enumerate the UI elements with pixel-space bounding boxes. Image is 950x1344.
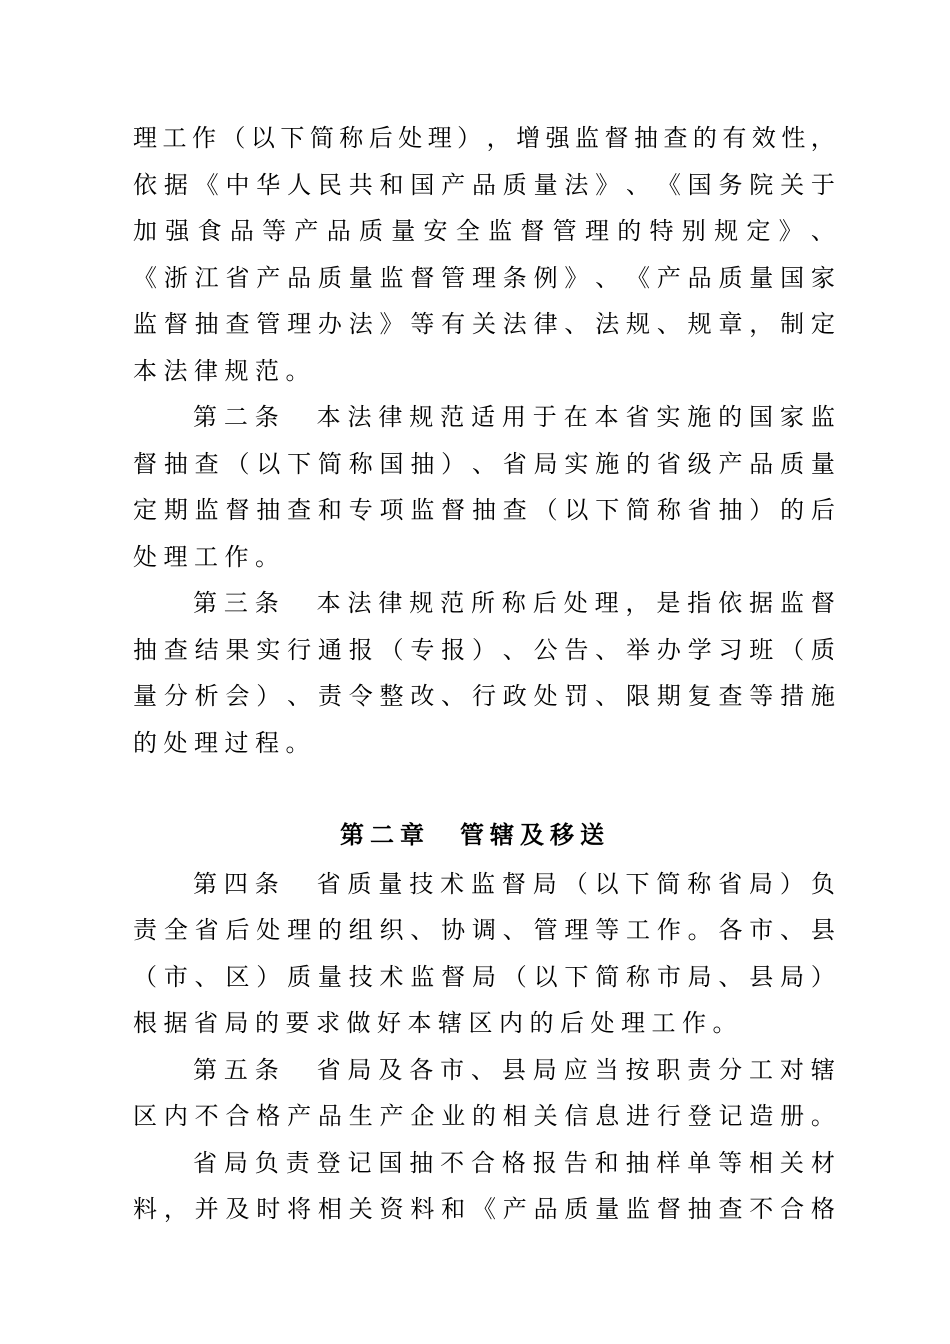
chapter-heading: 第二章 管辖及移送	[340, 821, 610, 849]
text-line: 抽 查 结 果 实 行 通 报 （ 专 报 ） 、 公 告 、 举 办 学 习 班 （ 质	[133, 636, 835, 664]
text-line: 《 浙 江 省 产 品 质 量 监 督 管 理 条 例 》 、 《 产 品 质 量 国 家	[133, 264, 835, 292]
text-line: 区 内 不 合 格 产 品 生 产 企 业 的 相 关 信 息 进 行 登 记 造 册 。	[133, 1102, 835, 1130]
text-line: 根 据 省 局 的 要 求 做 好 本 辖 区 内 的 后 处 理 工 作 。	[133, 1009, 737, 1037]
text-line: 监 督 抽 查 管 理 办 法 》 等 有 关 法 律 、 法 规 、 规 章 ， 制 定	[133, 310, 835, 338]
text-line: 督 抽 查 （ 以 下 简 称 国 抽 ） 、 省 局 实 施 的 省 级 产 品 质 量	[133, 450, 835, 478]
text-line: 省 局 负 责 登 记 国 抽 不 合 格 报 告 和 抽 样 单 等 相 关 材	[193, 1149, 835, 1177]
text-line: 处 理 工 作 。	[133, 543, 279, 571]
text-line: 理 工 作 （ 以 下 简 称 后 处 理 ） ， 增 强 监 督 抽 查 的 有 效 性 ，	[133, 124, 835, 152]
text-line: 依 据 《 中 华 人 民 共 和 国 产 品 质 量 法 》 、 《 国 务 院 关 于	[133, 171, 835, 199]
article-4-first-line: 第 四 条 省 质 量 技 术 监 督 局 （ 以 下 简 称 省 局 ） 负	[193, 870, 835, 898]
text-line: 料 ， 并 及 时 将 相 关 资 料 和 《 产 品 质 量 监 督 抽 查 不 合 格	[133, 1195, 835, 1223]
text-line: （ 市 、 区 ） 质 量 技 术 监 督 局 （ 以 下 简 称 市 局 、 县 局 ）	[133, 963, 835, 991]
article-5-first-line: 第 五 条 省 局 及 各 市 、 县 局 应 当 按 职 责 分 工 对 辖	[193, 1056, 835, 1084]
text-line: 定 期 监 督 抽 查 和 专 项 监 督 抽 查 （ 以 下 简 称 省 抽 ） 的 后	[133, 496, 835, 524]
text-line: 责 全 省 后 处 理 的 组 织 、 协 调 、 管 理 等 工 作 。 各 市 、 县	[133, 916, 835, 944]
text-line: 的 处 理 过 程 。	[133, 729, 310, 757]
text-line: 量 分 析 会 ） 、 责 令 整 改 、 行 政 处 罚 、 限 期 复 查 等 措 施	[133, 682, 835, 710]
text-line: 加 强 食 品 等 产 品 质 量 安 全 监 督 管 理 的 特 别 规 定 》 、	[133, 217, 835, 245]
article-2-first-line: 第 二 条 本 法 律 规 范 适 用 于 在 本 省 实 施 的 国 家 监	[193, 403, 835, 431]
article-3-first-line: 第 三 条 本 法 律 规 范 所 称 后 处 理 ， 是 指 依 据 监 督	[193, 589, 835, 617]
text-line: 本 法 律 规 范 。	[133, 357, 310, 385]
